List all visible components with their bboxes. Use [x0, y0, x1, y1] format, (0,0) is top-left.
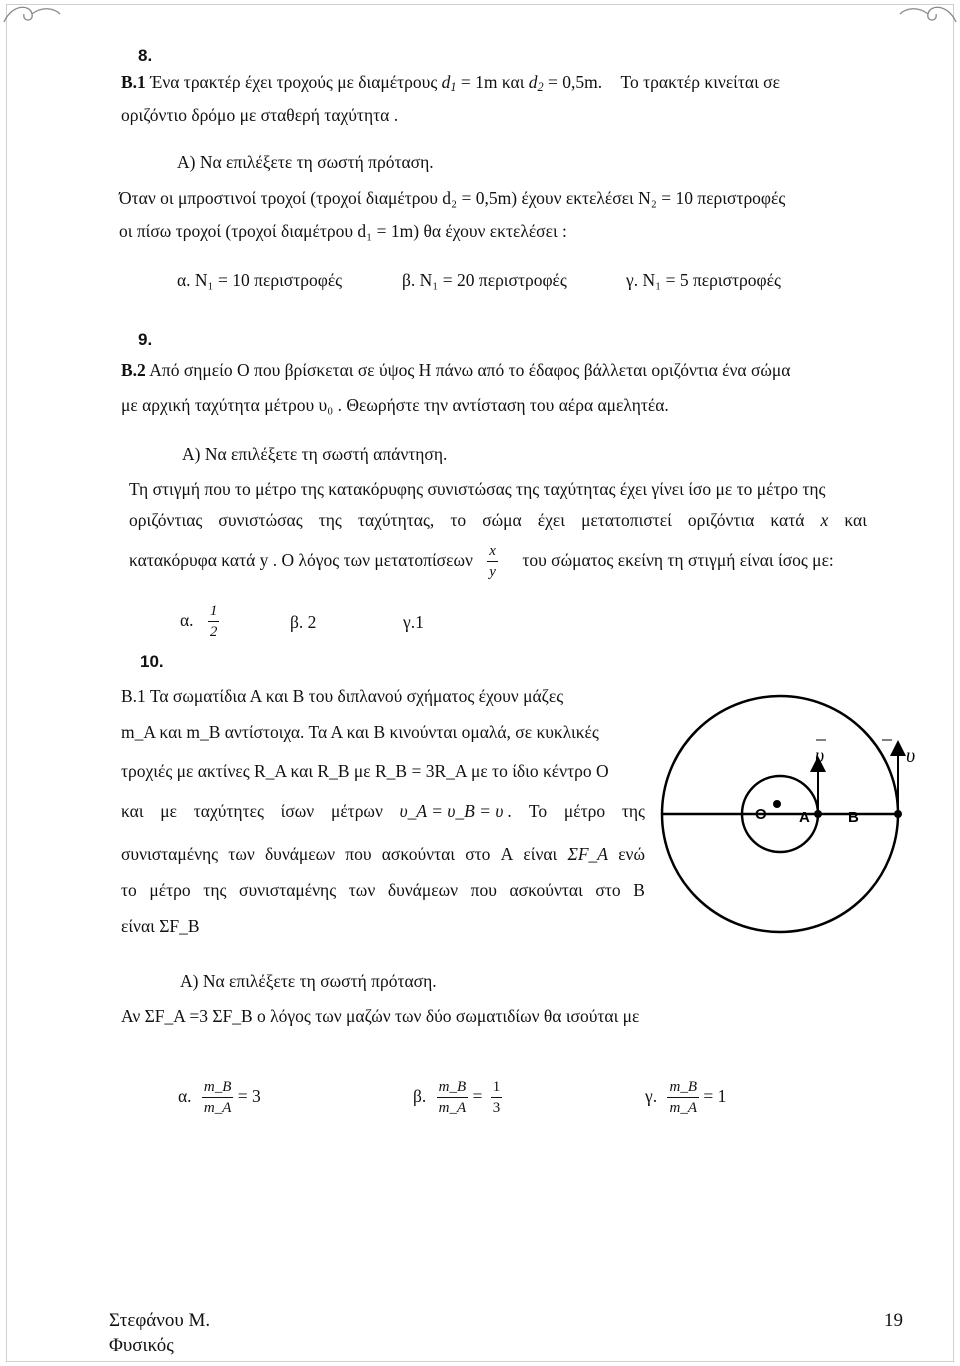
q10-w: συνισταμένης [239, 880, 337, 900]
q8-line-4: οι πίσω τροχοί (τροχοί διαμέτρου d₁ = 1m) θα έχουν εκτελέσει : [119, 221, 567, 241]
velocity-label-b: υ [906, 745, 916, 767]
q9-option-c: γ.1 [403, 612, 424, 632]
q8-d1-sub: 1 [450, 80, 457, 94]
q10-line-4 [121, 801, 645, 822]
q9-w: ταχύτητας, [357, 510, 435, 530]
q9-w: της [318, 510, 342, 530]
q9-w: οριζόντιας [129, 510, 203, 530]
question-number-8: 8. [138, 46, 153, 65]
q10-opt-b-rhs-fraction [491, 1080, 503, 1116]
q10-w: ασκούνται [509, 880, 583, 900]
q10-line-8: Αν ΣF_A =3 ΣF_B ο λόγος των μαζών των δύο σωματιδίων θα ισούται με [121, 1006, 640, 1026]
circular-orbits-figure [660, 678, 926, 960]
q9-w: μετατοπιστεί [581, 510, 672, 530]
q10-w: μέτρων [330, 801, 383, 821]
q10-opt-b-eq: = [472, 1086, 483, 1107]
q10-w: ταχύτητες [193, 801, 264, 821]
q9-label: Β.2 [121, 360, 146, 380]
q10-w: με [160, 801, 178, 821]
q8-option-c: γ. N₁ = 5 περιστροφές [626, 270, 781, 290]
q9-task: Α) Να επιλέξετε τη σωστή απάντηση. [182, 444, 448, 464]
q10-w: συνισταμένης [121, 844, 219, 864]
q10-w: των [348, 880, 376, 900]
q9-line-5 [129, 544, 834, 580]
q9-opt-a-label: α. [180, 610, 194, 631]
q9-w: σώμα [482, 510, 522, 530]
q10-w: το [121, 880, 137, 900]
q9-option-a [180, 604, 219, 640]
q10-w: της [621, 801, 645, 821]
q10-opt-b-num: m_B [437, 1080, 469, 1098]
q9-opt-a-num: 1 [208, 604, 220, 622]
q9-line-1 [121, 360, 790, 381]
label-b: B [848, 809, 859, 826]
q8-d2-value: = 0,5m. [548, 72, 603, 92]
q9-line-2: με αρχική ταχύτητα μέτρου υ₀ . Θεωρήστε την αντίσταση του αέρα αμελητέα. [121, 395, 669, 415]
q10-opt-a-label: α. [178, 1086, 192, 1107]
q10-w: ΣF_A [567, 844, 608, 864]
q10-opt-a-den: m_A [203, 1100, 232, 1116]
center-point [773, 800, 781, 808]
q10-w: στο [595, 880, 621, 900]
q9-w: συνιστώσας [218, 510, 303, 530]
q10-line-6 [121, 880, 645, 901]
question-number-10: 10. [140, 652, 164, 671]
q8-option-a: α. N₁ = 10 περιστροφές [177, 270, 343, 290]
q9-w: έχει [537, 510, 565, 530]
q8-line-2: οριζόντιο δρόμο με σταθερή ταχύτητα . [121, 105, 399, 125]
q8-intro: Ένα τρακτέρ έχει τροχούς με διαμέτρους [150, 72, 438, 92]
q10-line-5 [121, 844, 645, 865]
q10-opt-b-rnum: 1 [491, 1080, 503, 1098]
q10-w: ίσων [280, 801, 315, 821]
q10-w: και [121, 801, 144, 821]
q10-line-7: είναι ΣF_B [121, 916, 200, 936]
q9-w: κατά [770, 510, 805, 530]
q9-w: το [450, 510, 467, 530]
q10-opt-b-label: β. [413, 1086, 427, 1107]
q10-option-c [645, 1080, 726, 1116]
q10-w: της [203, 880, 227, 900]
q10-opt-b-rden: 3 [492, 1100, 501, 1116]
question-number-9: 9. [138, 330, 153, 349]
q9-line-3: Τη στιγμή που το μέτρο της κατακόρυφης συνιστώσας της ταχύτητας έχει γίνει ίσο με το μέτρο της [129, 479, 826, 499]
footer-subject: Φυσικός [109, 1335, 174, 1356]
q10-w: Το [528, 801, 548, 821]
q10-w: που [470, 880, 497, 900]
corner-ornament-right [898, 2, 958, 26]
q10-opt-c-rhs: = 1 [703, 1086, 727, 1107]
page-number: 19 [884, 1310, 903, 1331]
q10-opt-b-den: m_A [438, 1100, 467, 1116]
q10-w: υ_A = υ_B = υ . [399, 801, 513, 821]
q9-line-1-text: Από σημείο Ο που βρίσκεται σε ύψος H πάνω από το έδαφος βάλλεται οριζόντια ένα σώμα [149, 360, 791, 380]
velocity-label-a: υ [815, 745, 825, 767]
q8-d2-symbol: d [528, 72, 538, 92]
q10-w: δυνάμεων [264, 844, 336, 864]
q10-option-a [178, 1080, 261, 1116]
q10-w: είναι [523, 844, 558, 864]
q10-w: των [228, 844, 255, 864]
q8-d1-value: = 1m και [460, 72, 525, 92]
footer-author: Στεφάνου Μ. [109, 1310, 211, 1331]
q9-w: οριζόντια [687, 510, 755, 530]
q10-opt-a-num: m_B [202, 1080, 234, 1098]
q9-frac-den: y [489, 564, 496, 580]
q8-task: Α) Να επιλέξετε τη σωστή πρόταση. [177, 152, 434, 172]
q10-opt-c-fraction [667, 1080, 699, 1116]
label-a: A [799, 809, 810, 826]
q8-option-b: β. N₁ = 20 περιστροφές [402, 270, 567, 290]
q10-task: Α) Να επιλέξετε τη σωστή πρόταση. [180, 971, 437, 991]
q8-line-3: Όταν οι μπροστινοί τροχοί (τροχοί διαμέτρου d₂ = 0,5m) έχουν εκτελέσει N₂ = 10 περιστροφές [119, 188, 786, 208]
q8-d1-symbol: d [441, 72, 451, 92]
q10-w: δυνάμεων [387, 880, 459, 900]
q9-line-5a: κατακόρυφα κατά y . Ο λόγος των μετατοπίσεων [129, 550, 473, 571]
q10-w: μέτρο [149, 880, 191, 900]
q10-opt-c-den: m_A [669, 1100, 697, 1116]
q9-opt-a-fraction [208, 604, 220, 640]
q10-opt-a-fraction [202, 1080, 234, 1116]
q10-w: στο [465, 844, 491, 864]
q8-d2-sub: 2 [537, 80, 544, 94]
q10-w: ασκούνται [381, 844, 455, 864]
q10-opt-a-rhs: = 3 [237, 1086, 261, 1107]
q10-w: ενώ [618, 844, 645, 864]
q10-line-3: τροχιές με ακτίνες R_A και R_B με R_B = 3R_A με το ίδιο κέντρο Ο [121, 761, 609, 781]
q10-line-2: m_A και m_B αντίστοιχα. Τα Α και Β κινούνται ομαλά, σε κυκλικές [121, 722, 599, 742]
q9-w: x [820, 510, 829, 530]
q9-frac-num: x [487, 544, 498, 562]
q10-opt-c-label: γ. [645, 1086, 658, 1107]
q8-label: Β.1 [121, 72, 146, 92]
q10-opt-b-fraction [437, 1080, 469, 1116]
q10-w: που [345, 844, 372, 864]
q8-line-1 [121, 72, 881, 95]
q10-line-1: Β.1 Τα σωματίδια Α και Β του διπλανού σχήματος έχουν μάζες [121, 686, 564, 706]
q9-line-4 [129, 510, 867, 531]
q9-ratio-fraction [487, 544, 498, 580]
q10-w: Α [500, 844, 514, 864]
corner-ornament-left [2, 2, 62, 26]
q10-option-b [413, 1080, 502, 1116]
q9-opt-a-den: 2 [209, 624, 218, 640]
label-o: O [755, 806, 767, 823]
q10-w: Β [633, 880, 645, 900]
q9-line-5b: του σώματος εκείνη τη στιγμή είναι ίσος με: [522, 550, 834, 571]
q9-option-b: β. 2 [290, 612, 317, 632]
q10-w: μέτρο [563, 801, 606, 821]
q8-intro-2: Το τρακτέρ κινείται σε [620, 72, 780, 92]
q9-w: και [844, 510, 867, 530]
q10-opt-c-num: m_B [667, 1080, 699, 1098]
